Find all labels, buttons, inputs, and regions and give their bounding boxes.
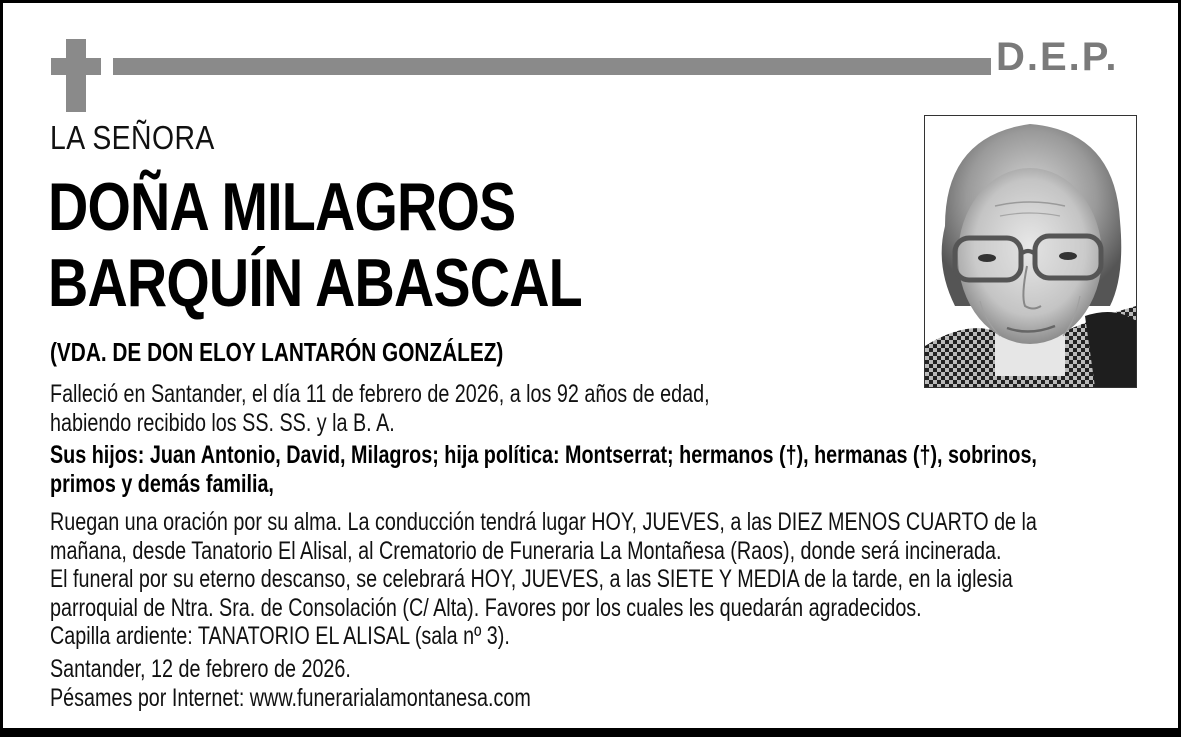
rites-line: El funeral por su eterno descanso, se celebrará HOY, JUEVES, a las SIETE Y MEDIA de la tarde, en la iglesia [50,565,1013,593]
portrait-image [925,116,1136,387]
funeral-rites [50,508,1037,651]
rites-line: Capilla ardiente: TANATORIO EL ALISAL (sala nº 3). [50,622,510,650]
condolences-link[interactable]: Pésames por Internet: www.funerarialamontanesa.com [50,683,531,712]
family-line: primos y demás familia, [50,469,274,498]
name-line-2: BARQUÍN ABASCAL [48,245,582,321]
rites-line: mañana, desde Tanatorio El Alisal, al Crematorio de Funeraria La Montañesa (Raos), donde será incinerada. [50,536,1002,565]
family-list [50,441,1037,498]
rites-line: Ruegan una oración por su alma. La conducción tendrá lugar HOY, JUEVES, a las DIEZ MENOS CUARTO de la [50,508,1037,536]
rites-line: parroquial de Ntra. Sra. de Consolación (C/ Alta). Favores por los cuales les quedarán agradecidos. [50,593,922,622]
name-line-1: DOÑA MILAGROS [48,169,516,245]
death-line: Falleció en Santander, el día 11 de febrero de 2026, a los 92 años de edad, [50,380,710,408]
death-notice [50,380,710,437]
widow-of: (VDA. DE DON ELOY LANTARÓN GONZÁLEZ) [50,337,504,367]
honorific: LA SEÑORA [50,119,215,156]
deceased-photo [924,115,1137,388]
closing [50,655,531,712]
dep-label: D.E.P. [996,35,1119,79]
family-line: Sus hijos: Juan Antonio, David, Milagros; hija política: Montserrat; hermanos (†), hermanas (†), sobrinos, [50,441,1037,469]
deceased-name [48,169,582,321]
place-date: Santander, 12 de febrero de 2026. [50,655,351,683]
cross-icon-arm [51,58,101,75]
cross-icon [66,39,86,112]
header-rule [113,58,991,75]
death-line: habiendo recibido los SS. SS. y la B. A. [50,408,395,437]
